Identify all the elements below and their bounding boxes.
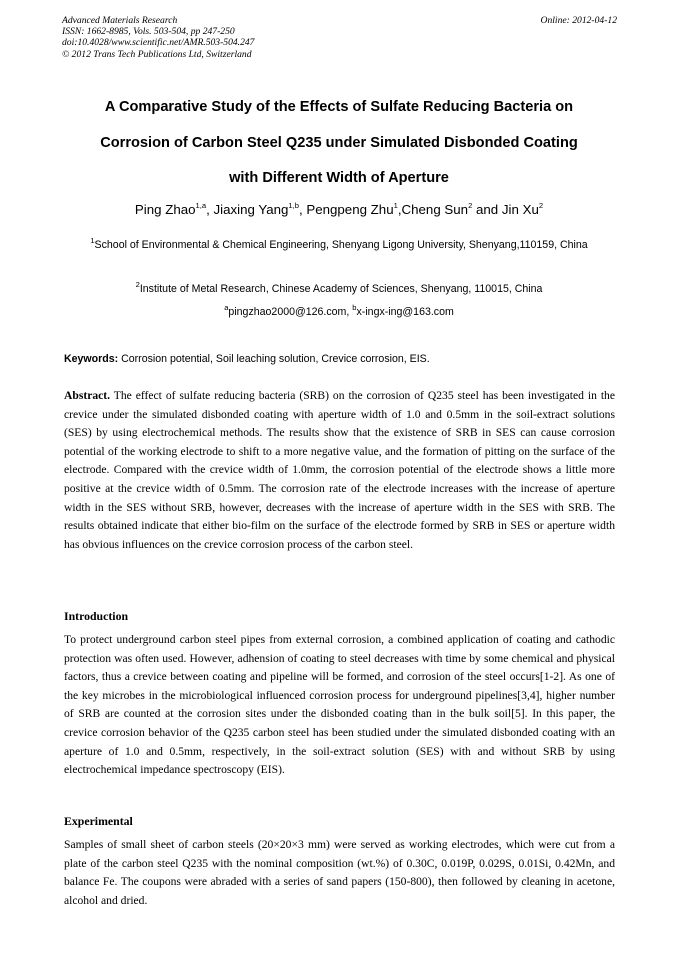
keywords-text: Corrosion potential, Soil leaching solution, Crevice corrosion, EIS. — [118, 353, 430, 365]
author-name: Jin Xu — [501, 202, 539, 217]
author-affiliation-mark: 2 — [468, 201, 473, 211]
section-heading-introduction: Introduction — [64, 609, 129, 623]
author — [135, 202, 214, 217]
journal-header — [62, 15, 617, 60]
affiliation-mark: 2 — [135, 279, 140, 289]
online-date: Online: 2012-04-12 — [540, 15, 617, 26]
introduction-text: To protect underground carbon steel pipes from external corrosion, a combined application of coating and cathodic protection was often used. However, adhension of coating to steel decreases with time by some chemical and physical factors, thus a crevice between coating and pipeline will be formed, and corrosion of the steel occurs[1-2]. As one of the key microbes in the microbiological influenced corrosion process for underground pipelines[3,4], higher number of SRB are counted at the corrosion sites under the disbonded coating than in the bulk soil[5]. In this paper, the crevice corrosion behavior of the Q235 carbon steel has been studied under the simulated disbonded coating with an aperture of 1.0 and 0.5mm, respectively, in the soil-extract solution (SES) with and without SRB by using electrochemical impedance spectroscopy (EIS). — [64, 633, 615, 777]
email-list — [90, 302, 588, 323]
author-name: Cheng Sun — [401, 202, 469, 217]
author-list — [64, 200, 614, 220]
author — [213, 202, 306, 217]
doi-line[interactable]: doi:10.4028/www.scientific.net/AMR.503-504.247 — [62, 37, 255, 49]
email-mark: a — [224, 302, 229, 312]
abstract-label: Abstract. — [64, 389, 111, 402]
author-affiliation-mark: 1,b — [288, 201, 299, 211]
affiliation-mark: 1 — [90, 235, 95, 245]
keywords-label: Keywords: — [64, 353, 119, 365]
title-line-3: with Different Width of Aperture — [229, 170, 449, 186]
title-line-1: A Comparative Study of the Effects of Sulfate Reducing Bacteria on — [104, 99, 574, 115]
author-name: Ping Zhao — [134, 202, 196, 217]
affiliation-1 — [90, 235, 588, 256]
author-separator: , — [397, 202, 402, 217]
abstract-text: The effect of sulfate reducing bacteria (SRB) on the corrosion of Q235 steel has been investigated in the crevice under the simulated disbonded coating with aperture width of 1.0 and 0.5mm in the soil-extract solutions (SES) by using electrochemical methods. The results show that the existence of SRB in SES can cause corrosion potential of the working electrode to shift to a more negative value, and the formation of pitting on the surface of the electrode. Compared with the crevice width of 1.0mm, the corrosion potential of the electrode shows a little more positive at the crevice width of 0.5mm. The corrosion rate of the electrode increases with the increase of aperture width in the SES without SRB, however, decreases with the increase of aperture width in the SES with SRB. The results obtained indicate that either bio-film on the surface of the electrode formed by SRB in SES or aperture width has obvious influences on the crevice corrosion process of the carbon steel. — [64, 389, 615, 551]
journal-name: Advanced Materials Research — [62, 15, 178, 26]
affiliation-2 — [90, 279, 588, 300]
copyright-line: © 2012 Trans Tech Publications Ltd, Switzerland — [62, 48, 252, 60]
author — [306, 202, 401, 217]
author-separator: , — [206, 202, 214, 217]
author-affiliation-mark: 1 — [393, 201, 398, 211]
author-separator: , — [298, 202, 307, 217]
paper-title — [64, 90, 614, 197]
title-line-2: Corrosion of Carbon Steel Q235 under Simulated Disbonded Coating — [100, 134, 578, 151]
keywords — [64, 352, 615, 366]
author-name: Jiaxing Yang — [213, 202, 289, 217]
author — [402, 202, 502, 217]
author-name: Pengpeng Zhu — [306, 202, 394, 217]
section-heading-experimental: Experimental — [64, 814, 133, 828]
author-separator: and — [472, 202, 502, 217]
email-address[interactable]: x-ingx-ing@163.com — [356, 306, 454, 318]
abstract — [64, 387, 615, 554]
experimental-text: Samples of small sheet of carbon steels (20×20×3 mm) were served as working electrodes, which were cut from a plate of the carbon steel Q235 with the nominal composition (wt.%) of 0.30C, 0.019P, 0.029S, 0.01Si, 0.42Mn, and balance Fe. The coupons were abraded with a series of sand papers (150-800), then followed by cleaning in acetone, alcohol and dried. — [64, 838, 615, 907]
issn-line: ISSN: 1662-8985, Vols. 503-504, pp 247-250 — [62, 26, 235, 38]
email-address[interactable]: pingzhao2000@126.com, — [228, 306, 353, 318]
author — [502, 202, 543, 217]
affiliation-text: School of Environmental & Chemical Engineering, Shenyang Ligong University, Shenyang,110159, China — [94, 239, 588, 251]
author-affiliation-mark: 1,a — [195, 201, 207, 211]
affiliation-text: Institute of Metal Research, Chinese Academy of Sciences, Shenyang, 110015, China — [139, 283, 543, 295]
email-mark: b — [352, 302, 357, 312]
author-affiliation-mark: 2 — [538, 201, 544, 211]
